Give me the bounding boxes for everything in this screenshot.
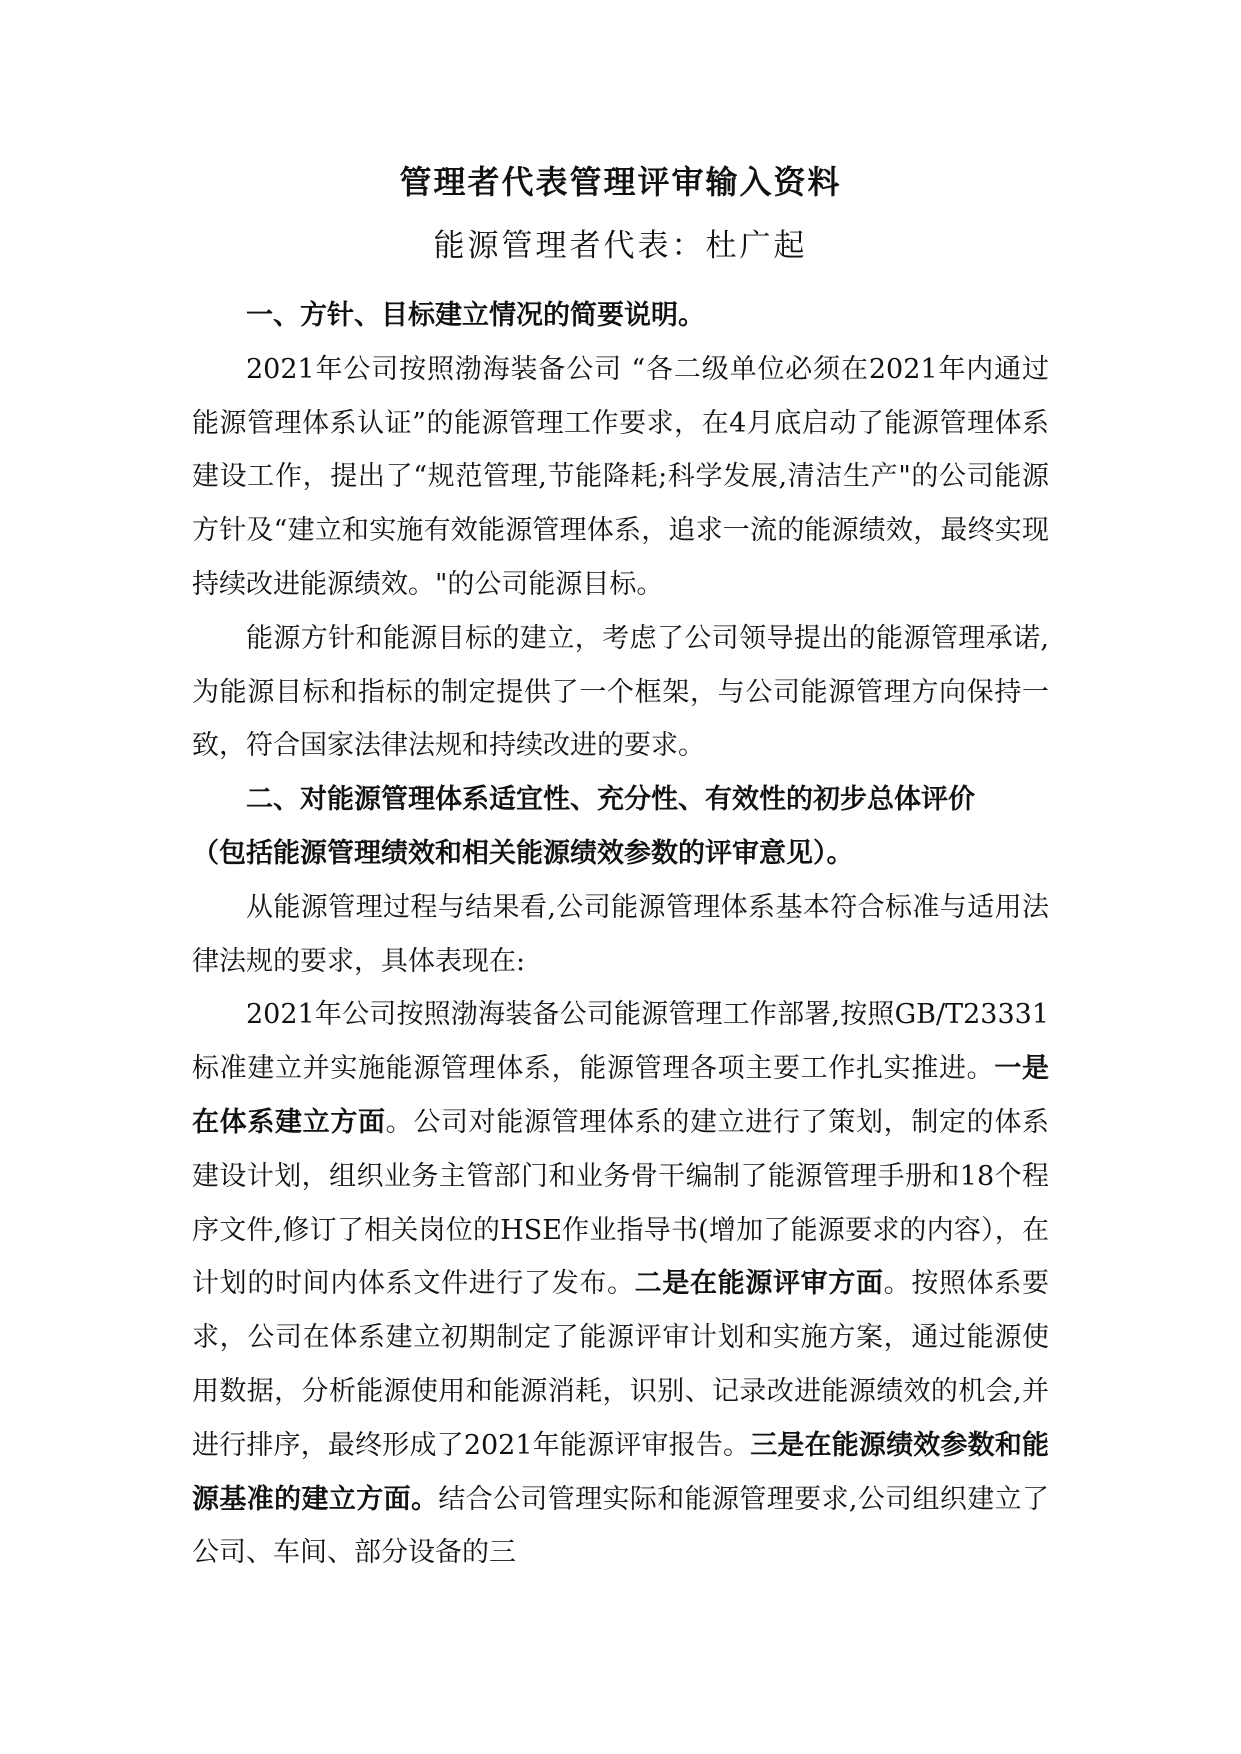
section-2-paragraph-2: [192, 988, 1049, 1580]
section-2-heading-line-1: 二、对能源管理体系适宜性、充分性、有效性的初步总体评价: [246, 784, 975, 816]
bold-point-1: 一是在体系建立方面: [192, 1053, 1050, 1138]
section-1-paragraph-1: 2021年公司按照渤海装备公司 “各二级单位必须在2021年内通过能源管理体系认证”的能源管理工作要求，在4月底启动了能源管理体系建设工作，提出了“规范管理,节能降耗;科学发展,清洁生产"的公司能源方针及“建立和实施有效能源管理体系，追求一流的能源绩效，最终实现持续改进能源绩效。"的公司能源目标。: [192, 353, 1049, 600]
paragraph-text: 2021年公司按照渤海装备公司能源管理工作部署,按照GB/T23331标准建立并实施能源管理体系，能源管理各项主要工作扎实推进。: [192, 999, 1049, 1085]
section-2-paragraph-1: 从能源管理过程与结果看,公司能源管理体系基本符合标准与适用法律法规的要求，具体表现在:: [192, 891, 1049, 977]
section-1-heading: 一、方针、目标建立情况的简要说明。: [246, 300, 705, 331]
paragraph-text: 。公司对能源管理体系的建立进行了策划，制定的体系建设计划，组织业务主管部门和业务骨干编制了能源管理手册和18个程序文件,修订了相关岗位的HSE作业指导书(增加了能源要求的内容），在计划的时间内体系文件进行了发布。: [192, 1106, 1050, 1300]
energy-representative-line: 能源管理者代表：杜广起: [433, 228, 808, 264]
document-body: [192, 289, 1049, 1580]
section-1-paragraph-2: 能源方针和能源目标的建立，考虑了公司领导提出的能源管理承诺,为能源目标和指标的制定提供了一个框架，与公司能源管理方向保持一致，符合国家法律法规和持续改进的要求。: [192, 622, 1049, 762]
paragraph-text: 。按照体系要求，公司在体系建立初期制定了能源评审计划和实施方案，通过能源使用数据，分析能源使用和能源消耗，识别、记录改进能源绩效的机会,并进行排序，最终形成了2021年能源评审报告。: [192, 1268, 1050, 1461]
section-2-heading-line-2: （包括能源管理绩效和相关能源绩效参数的评审意见）。: [192, 837, 854, 869]
document-title: 管理者代表管理评审输入资料: [399, 163, 842, 201]
paragraph-text: 结合公司管理实际和能源管理要求,公司组织建立了公司、车间、部分设备的三: [192, 1483, 1049, 1569]
bold-point-2: 二是在能源评审方面: [634, 1268, 884, 1300]
bold-point-3: 三是在能源绩效参数和能源基准的建立方面。: [192, 1429, 1050, 1515]
